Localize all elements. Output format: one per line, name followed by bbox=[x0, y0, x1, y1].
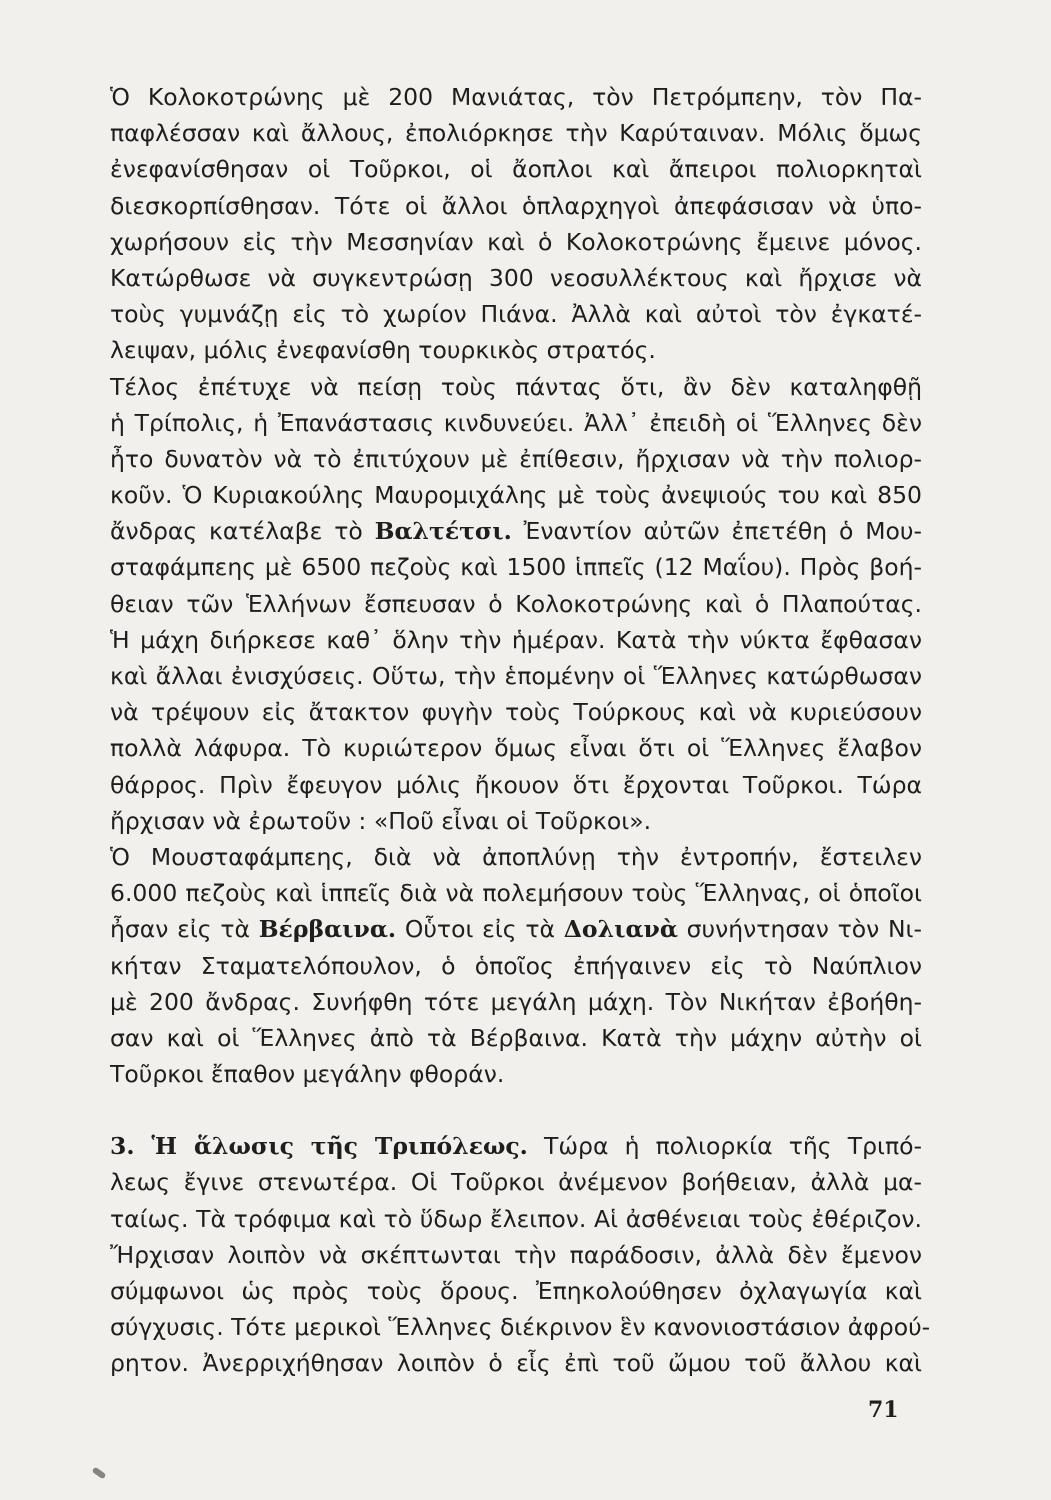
text-line: Τοῦρκοι ἔπαθον μεγάλην φθοράν. bbox=[110, 1060, 505, 1089]
text-segment: ἦσαν εἰς τὰ bbox=[110, 915, 259, 944]
text-line-with-bold bbox=[110, 513, 922, 549]
text-segment: συνήντησαν τὸν Νι- bbox=[677, 915, 922, 944]
text-line: λεως ἔγινε στενωτέρα. Οἱ Τοῦρκοι ἀνέμενον βοήθειαν, ἀλλὰ μα- bbox=[110, 1168, 922, 1197]
place-name-bold: Βέρβαινα. bbox=[258, 915, 397, 944]
text-line: πολλὰ λάφυρα. Τὸ κυριώτερον ὅμως εἶναι ὅτι οἱ Ἕλληνες ἔλαβον bbox=[110, 734, 922, 763]
text-line: ταίως. Τὰ τρόφιμα καὶ τὸ ὕδωρ ἔλειπον. Αἱ ἀσθένειαι τοὺς ἐθέριζον. bbox=[110, 1204, 922, 1233]
text-line: Ἤρχισαν λοιπὸν νὰ σκέπτωνται τὴν παράδοσιν, ἀλλὰ δὲν ἔμενον bbox=[110, 1240, 922, 1269]
text-line: σαν καὶ οἱ Ἕλληνες ἀπὸ τὰ Βέρβαινα. Κατὰ τὴν μάχην αὐτὴν οἱ bbox=[110, 1023, 922, 1052]
page-number: 71 bbox=[868, 1397, 899, 1423]
text-line: νὰ τρέψουν εἰς ἄτακτον φυγὴν τοὺς Τούρκους καὶ νὰ κυριεύσουν bbox=[110, 698, 922, 727]
text-line: ἐνεφανίσθησαν οἱ Τοῦρκοι, οἱ ἄοπλοι καὶ ἄπειροι πολιορκηταὶ bbox=[110, 155, 922, 184]
text-line: Ὁ Κολοκοτρώνης μὲ 200 Μανιάτας, τὸν Πετρόμπεην, τὸν Πα- bbox=[110, 83, 922, 111]
text-line: διεσκορπίσθησαν. Τότε οἱ ἄλλοι ὁπλαρχηγοὶ ἀπεφάσισαν νὰ ὑπο- bbox=[110, 191, 922, 220]
text-line: σύγχυσις. Τότε μερικοὶ Ἕλληνες διέκρινον ἓν κανονιοστάσιον ἀφρού- bbox=[110, 1313, 931, 1342]
text-line: Ἡ μάχη διήρκεσε καθ᾽ ὅλην τὴν ἡμέραν. Κατὰ τὴν νύκτα ἔφθασαν bbox=[110, 625, 922, 654]
text-line: μὲ 200 ἄνδρας. Συνήφθη τότε μεγάλη μάχη. Τὸν Νικήταν ἐβοήθη- bbox=[110, 987, 922, 1016]
text-segment: Ἐναντίον αὐτῶν ἐπετέθη ὁ Μου- bbox=[511, 517, 922, 546]
text-line: Τέλος ἐπέτυχε νὰ πείσῃ τοὺς πάντας ὅτι, ἂν δὲν καταληφθῇ bbox=[110, 372, 922, 401]
page-body bbox=[110, 79, 931, 1382]
text-segment: ἄνδρας κατέλαβε τὸ bbox=[110, 517, 375, 546]
text-line: κοῦν. Ὁ Κυριακούλης Μαυρομιχάλης μὲ τοὺς ἀνεψιούς του καὶ 850 bbox=[110, 481, 922, 510]
place-name-bold: Δολιανὰ bbox=[563, 915, 678, 944]
text-line: Ὁ Μουσταφάμπεης, διὰ νὰ ἀποπλύνῃ τὴν ἐντροπήν, ἔστειλεν bbox=[110, 842, 922, 871]
text-line: παφλέσσαν καὶ ἄλλους, ἐπολιόρκησε τὴν Καρύταιναν. Μόλις ὅμως bbox=[110, 119, 922, 148]
text-line: ἡ Τρίπολις, ἡ Ἐπανάστασις κινδυνεύει. Ἀλλ᾽ ἐπειδὴ οἱ Ἕλληνες δὲν bbox=[110, 408, 922, 437]
text-line: κήταν Σταματελόπουλον, ὁ ὁποῖος ἐπήγαινεν εἰς τὸ Ναύπλιον bbox=[110, 951, 922, 980]
text-segment: Τώρα ἡ πολιορκία τῆς Τριπό- bbox=[527, 1132, 922, 1161]
text-line: τοὺς γυμνάζῃ εἰς τὸ χωρίον Πιάνα. Ἀλλὰ καὶ αὐτοὶ τὸν ἐγκατέ- bbox=[110, 300, 922, 329]
text-line: λειψαν, μόλις ἐνεφανίσθη τουρκικὸς στρατός. bbox=[110, 336, 656, 365]
place-name-bold: Βαλτέτσι. bbox=[374, 517, 512, 546]
text-line: θειαν τῶν Ἑλλήνων ἔσπευσαν ὁ Κολοκοτρώνης καὶ ὁ Πλαπούτας. bbox=[110, 589, 922, 618]
text-line: ρητον. Ἀνερριχήθησαν λοιπὸν ὁ εἷς ἐπὶ τοῦ ὤμου τοῦ ἄλλου καὶ bbox=[110, 1349, 922, 1378]
scan-artifact bbox=[92, 1467, 107, 1480]
text-line: σταφάμπεης μὲ 6500 πεζοὺς καὶ 1500 ἱππεῖς (12 Μαΐου). Πρὸς βοή- bbox=[110, 553, 922, 582]
section-heading: 3. Ἡ ἅλωσις τῆς Τριπόλεως. bbox=[110, 1132, 528, 1161]
text-line: ἦτο δυνατὸν νὰ τὸ ἐπιτύχουν μὲ ἐπίθεσιν, ἤρχισαν νὰ τὴν πολιορ- bbox=[110, 444, 922, 473]
text-line: ἤρχισαν νὰ ἐρωτοῦν : «Ποῦ εἶναι οἱ Τοῦρκοι». bbox=[110, 806, 652, 835]
text-segment: Οὗτοι εἰς τὰ bbox=[396, 915, 564, 944]
text-line: χωρήσουν εἰς τὴν Μεσσηνίαν καὶ ὁ Κολοκοτρώνης ἔμεινε μόνος. bbox=[110, 227, 922, 256]
section-gap bbox=[110, 1092, 922, 1128]
text-line: καὶ ἄλλαι ἐνισχύσεις. Οὕτω, τὴν ἑπομένην οἱ Ἕλληνες κατώρθωσαν bbox=[110, 662, 922, 690]
text-line: 6.000 πεζοὺς καὶ ἱππεῖς διὰ νὰ πολεμήσουν τοὺς Ἕλληνας, οἱ ὁποῖοι bbox=[110, 879, 922, 908]
section-heading-line bbox=[110, 1128, 922, 1164]
text-line: θάρρος. Πρὶν ἔφευγον μόλις ἤκουον ὅτι ἔρχονται Τοῦρκοι. Τώρα bbox=[110, 770, 922, 799]
text-line-with-bold bbox=[110, 911, 922, 947]
text-line: Κατώρθωσε νὰ συγκεντρώσῃ 300 νεοσυλλέκτους καὶ ἤρχισε νὰ bbox=[110, 263, 922, 292]
text-line: σύμφωνοι ὡς πρὸς τοὺς ὅρους. Ἐπηκολούθησεν ὀχλαγωγία καὶ bbox=[110, 1277, 922, 1305]
